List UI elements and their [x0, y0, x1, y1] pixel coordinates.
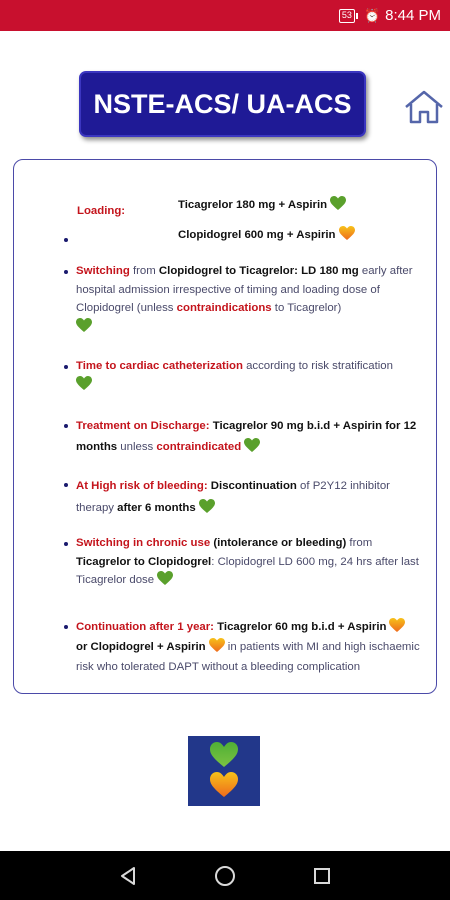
loading-ticagrelor: Ticagrelor 180 mg + Aspirin [178, 196, 346, 215]
list-item: Time to cardiac catheterization according to risk stratification [76, 357, 426, 394]
green-heart-icon [199, 499, 215, 514]
status-time: 8:44 PM [385, 7, 441, 24]
green-heart-icon [76, 376, 92, 391]
green-heart-icon [76, 318, 92, 333]
bullet [64, 625, 68, 629]
hearts-logo-icon [188, 736, 260, 806]
green-heart-icon [330, 196, 346, 211]
list-item: Continuation after 1 year: Ticagrelor 60 mg b.i.d + Aspirin or Clopidogrel + Aspirin in patients with MI and high ischaemic risk who tolerated DAPT without a bleeding complication [76, 617, 432, 677]
bullet [64, 483, 68, 487]
orange-heart-icon [389, 618, 405, 633]
bullet [64, 270, 68, 274]
home-icon [403, 88, 445, 126]
battery-level: 53 [339, 9, 355, 23]
back-icon[interactable] [117, 865, 139, 887]
system-nav-bar [0, 851, 450, 900]
orange-heart-icon [339, 226, 355, 241]
green-heart-icon [157, 571, 173, 586]
list-item: Switching in chronic use (intolerance or bleeding) from Ticagrelor to Clopidogrel: Clopidogrel LD 600 mg, 24 hrs after last Ticagrelor dose [76, 537, 419, 586]
battery-icon [339, 9, 358, 23]
loading-clopidogrel: Clopidogrel 600 mg + Aspirin [178, 226, 355, 245]
list-item: At High risk of bleeding: Discontinuation of P2Y12 inhibitor therapy after 6 months [76, 480, 390, 514]
list-item: Treatment on Discharge: Ticagrelor 90 mg b.i.d + Aspirin for 12 months unless contraindicated [76, 420, 417, 453]
bullet [64, 542, 68, 546]
status-bar [0, 0, 450, 31]
alarm-icon: ⏰ [363, 7, 381, 23]
home-button[interactable] [403, 88, 445, 126]
app-logo-button[interactable] [188, 736, 260, 806]
loading-label: Loading: [77, 205, 126, 217]
bullet [64, 238, 68, 242]
page-title: NSTE-ACS/ UA-ACS [79, 71, 366, 137]
green-heart-icon [244, 438, 260, 453]
bullet [64, 424, 68, 428]
orange-heart-icon [209, 638, 225, 653]
home-circle-icon[interactable] [213, 864, 237, 888]
list-item: Switching from Clopidogrel to Ticagrelor: LD 180 mg early after hospital admission irrespective of timing and loading dose of Clopidogrel (unless contraindications to Ticagrelor) [76, 262, 416, 336]
recents-icon[interactable] [311, 865, 333, 887]
bullet [64, 365, 68, 369]
